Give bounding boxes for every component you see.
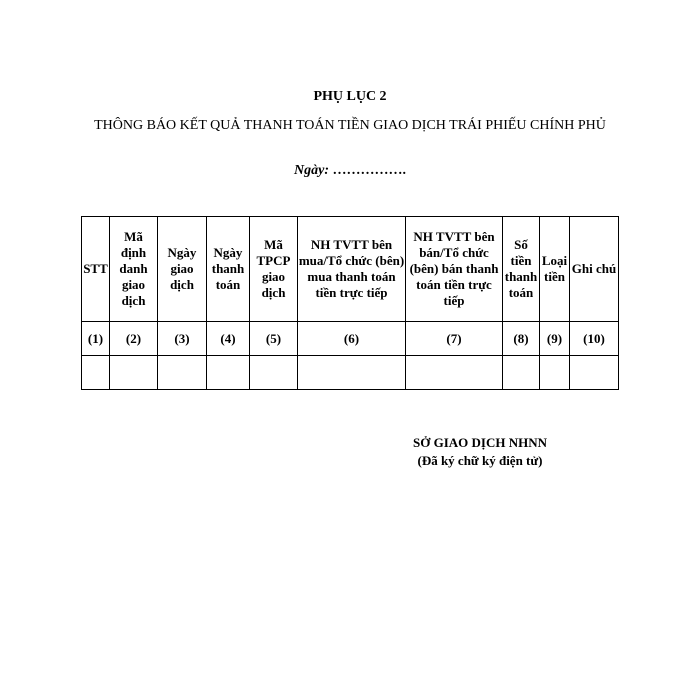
date-line [0, 163, 700, 179]
issuer-name: SỞ GIAO DỊCH NHNN [413, 435, 547, 450]
column-index: (4) [207, 322, 250, 356]
column-index: (6) [298, 322, 406, 356]
date-label: Ngày: [294, 163, 329, 178]
column-index: (10) [570, 322, 619, 356]
column-index: (5) [250, 322, 298, 356]
appendix-title: PHỤ LỤC 2 [313, 89, 387, 104]
empty-cell [82, 356, 110, 390]
header-buyer-bank: NH TVTT bên mua/Tổ chức (bên) mua thanh toán tiền trực tiếp [298, 217, 406, 322]
header-stt: STT [82, 217, 110, 322]
column-index-row [82, 322, 619, 356]
settlement-table [81, 216, 619, 390]
header-currency: Loại tiền [540, 217, 570, 322]
empty-cell [406, 356, 503, 390]
empty-cell [540, 356, 570, 390]
empty-cell [570, 356, 619, 390]
empty-cell [250, 356, 298, 390]
signature-block [390, 434, 570, 470]
column-index: (2) [110, 322, 158, 356]
column-index: (1) [82, 322, 110, 356]
header-bond-code: Mã TPCP giao dịch [250, 217, 298, 322]
empty-data-row [82, 356, 619, 390]
signature-note: (Đã ký chữ ký điện tử) [417, 453, 543, 468]
header-note: Ghi chú [570, 217, 619, 322]
column-index: (3) [158, 322, 207, 356]
date-placeholder: ……………. [332, 163, 406, 178]
header-settlement-date: Ngày thanh toán [207, 217, 250, 322]
column-index: (7) [406, 322, 503, 356]
table-header-row [82, 217, 619, 322]
column-index: (8) [503, 322, 540, 356]
column-index: (9) [540, 322, 570, 356]
empty-cell [110, 356, 158, 390]
header-seller-bank: NH TVTT bên bán/Tổ chức (bên) bán thanh toán tiền trực tiếp [406, 217, 503, 322]
header-trade-date: Ngày giao dịch [158, 217, 207, 322]
header-amount: Số tiền thanh toán [503, 217, 540, 322]
header-transaction-id: Mã định danh giao dịch [110, 217, 158, 322]
empty-cell [298, 356, 406, 390]
empty-cell [207, 356, 250, 390]
empty-cell [503, 356, 540, 390]
empty-cell [158, 356, 207, 390]
document-title: THÔNG BÁO KẾT QUẢ THANH TOÁN TIỀN GIAO DỊCH TRÁI PHIẾU CHÍNH PHỦ [94, 118, 606, 133]
